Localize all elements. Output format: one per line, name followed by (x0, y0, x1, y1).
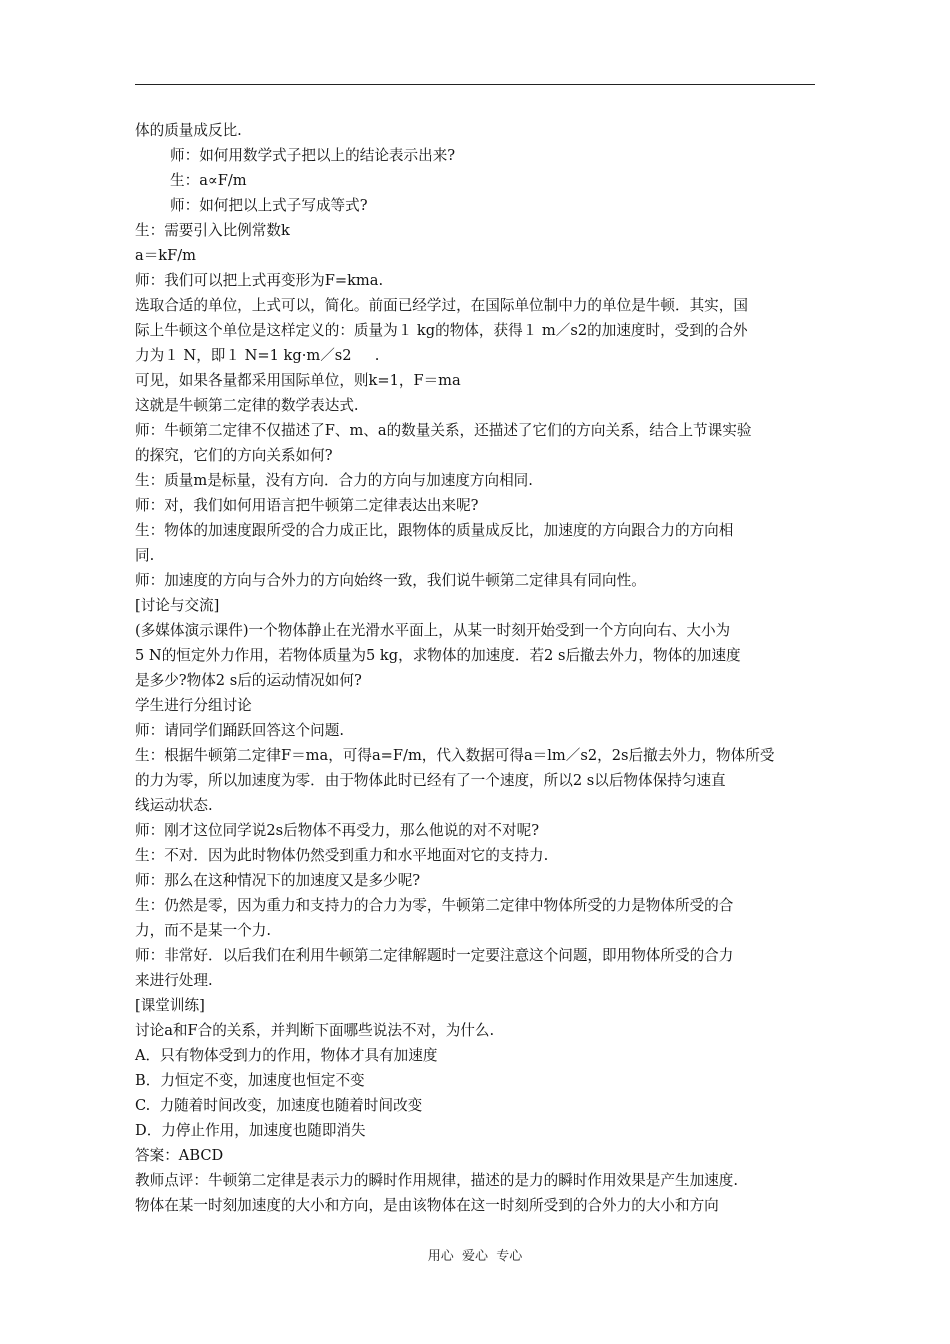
text-line: 师：对，我们如何用语言把牛顿第二定律表达出来呢? (135, 497, 479, 514)
text-line: 力为１ N，即１ N=1 kg·m／s2 . (135, 347, 380, 364)
text-line: [讨论与交流] (135, 597, 220, 614)
page-footer: 用心 爱心 专心 (427, 1249, 523, 1264)
text-line: a＝kF/m (135, 247, 197, 264)
text-line: C. 力随着时间改变，加速度也随着时间改变 (135, 1097, 423, 1114)
text-line: 师：请同学们踊跃回答这个问题. (135, 722, 344, 739)
text-line: B．力恒定不变，加速度也恒定不变 (135, 1072, 365, 1089)
text-line: 力，而不是某一个力. (135, 922, 271, 939)
text-line: 生：物体的加速度跟所受的合力成正比，跟物体的质量成反比，加速度的方向跟合力的方向相 (135, 522, 734, 539)
document-body (135, 118, 819, 1218)
text-line: 师：那么在这种情况下的加速度又是多少呢? (135, 872, 421, 889)
text-line: 师：牛顿第二定律不仅描述了F、m、a的数量关系，还描述了它们的方向关系，结合上节课实验 (135, 422, 752, 439)
text-line: 生：不对．因为此时物体仍然受到重力和水平地面对它的支持力. (135, 847, 549, 864)
text-line: 师：加速度的方向与合外力的方向始终一致，我们说牛顿第二定律具有同向性。 (135, 572, 646, 589)
text-line: 来进行处理. (135, 972, 213, 989)
text-line: 线运动状态. (135, 797, 213, 814)
text-line: 生：需要引入比例常数k (135, 222, 290, 239)
text-line: 师：非常好．以后我们在利用牛顿第二定律解题时一定要注意这个问题，即用物体所受的合力 (135, 947, 734, 964)
text-line: 生：根据牛顿第二定律F＝ma，可得a=F/m，代入数据可得a＝lm／s2，2s后撤去外力，物体所受 (135, 747, 775, 764)
text-line: 答案：ABCD (135, 1147, 224, 1164)
text-line: 5 N的恒定外力作用，若物体质量为5 kg，求物体的加速度．若2 s后撤去外力，物体的加速度 (135, 647, 741, 664)
text-line: 讨论a和F合的关系，并判断下面哪些说法不对，为什么. (135, 1022, 495, 1039)
text-line: 同. (135, 547, 155, 564)
text-line: 师：刚才这位同学说2s后物体不再受力，那么他说的对不对呢? (135, 822, 540, 839)
text-line: (多媒体演示课件)一个物体静止在光滑水平面上，从某一时刻开始受到一个方向向右、大小为 (135, 622, 731, 639)
text-line: 可见，如果各量都采用国际单位，则k=1，F＝ma (135, 372, 461, 389)
text-line: 物体在某一时刻加速度的大小和方向，是由该物体在这一时刻所受到的合外力的大小和方向 (135, 1197, 719, 1214)
text-line: 这就是牛顿第二定律的数学表达式. (135, 397, 359, 414)
text-line: 的探究，它们的方向关系如何? (135, 447, 333, 464)
text-line: [课堂训练] (135, 997, 205, 1014)
header-rule (135, 84, 815, 85)
text-line: D．力停止作用，加速度也随即消失 (135, 1122, 366, 1139)
text-line: 生：质量m是标量，没有方向．合力的方向与加速度方向相同. (135, 472, 533, 489)
text-line: 生：仍然是零，因为重力和支持力的合力为零，牛顿第二定律中物体所受的力是物体所受的合 (135, 897, 734, 914)
text-line: 的力为零，所以加速度为零．由于物体此时已经有了一个速度，所以2 s以后物体保持匀速直 (135, 772, 726, 789)
text-line: 教师点评：牛顿第二定律是表示力的瞬时作用规律，描述的是力的瞬时作用效果是产生加速度. (135, 1172, 738, 1189)
text-line: 学生进行分组讨论 (135, 697, 252, 714)
text-line: A．只有物体受到力的作用，物体才具有加速度 (135, 1047, 438, 1064)
text-line: 师：如何用数学式子把以上的结论表示出来? (170, 147, 456, 164)
text-line: 生：a∝F/m (170, 172, 247, 189)
text-line: 际上牛顿这个单位是这样定义的：质量为１ kg的物体，获得１ m／s2的加速度时，受到的合外 (135, 322, 748, 339)
text-line: 师：如何把以上式子写成等式? (170, 197, 368, 214)
text-line: 是多少?物体2 s后的运动情况如何? (135, 672, 362, 689)
text-line: 师：我们可以把上式再变形为F=kma. (135, 272, 384, 289)
text-line: 体的质量成反比. (135, 122, 242, 139)
text-line: 选取合适的单位，上式可以，简化。前面已经学过，在国际单位制中力的单位是牛顿．其实，国 (135, 297, 748, 314)
